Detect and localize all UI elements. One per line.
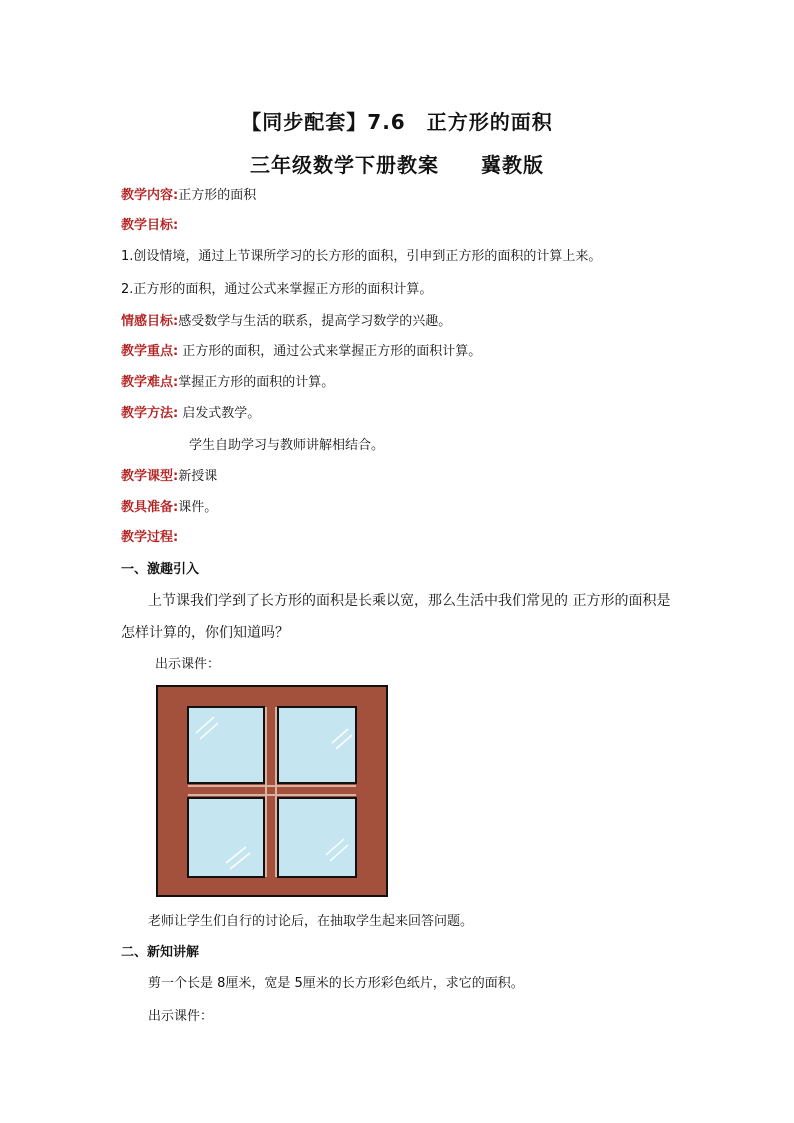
difficult-point-label: 教学难点: [121,375,179,390]
teaching-content-label: 教学内容: [121,188,179,203]
lesson-type-row [121,468,217,486]
teaching-goals-row [121,217,178,235]
document-title: 【同步配套】7.6 正方形的面积 [241,110,553,134]
document-subtitle: 三年级数学下册教案 冀教版 [250,153,544,177]
key-point-row [121,343,481,361]
show-courseware-2: 出示课件： [148,1009,214,1024]
lesson-type-text: 新授课 [178,469,218,484]
key-point-text: 正方形的面积，通过公式来掌握正方形的面积计算。 [182,344,482,359]
teaching-aids-row [121,499,217,517]
method-text-2: 学生自助学习与教师讲解相结合。 [189,438,385,453]
paragraph-1b: 怎样计算的，你们知道吗？ [121,625,289,641]
emotion-goal-label: 情感目标: [121,314,179,329]
teaching-content-row [121,187,256,205]
teaching-aids-label: 教具准备: [121,500,179,515]
method-row [121,405,260,423]
lesson-type-label: 教学课型: [121,469,179,484]
show-courseware-1: 出示课件： [155,657,221,672]
section-2-heading: 二、新知讲解 [121,945,200,960]
teaching-content-text: 正方形的面积 [178,188,257,203]
teaching-process-label: 教学过程: [121,530,179,545]
method-label: 教学方法: [121,406,179,421]
teaching-process-row [121,529,178,547]
goal-1: 1.创设情境，通过上节课所学习的长方形的面积，引申到正方形的面积的计算上来。 [121,249,602,264]
paragraph-2: 老师让学生们自行的讨论后，在抽取学生起来回答问题。 [148,914,474,929]
difficult-point-row [121,374,334,392]
section-1-heading: 一、激趣引入 [121,562,200,577]
key-point-label: 教学重点: [121,344,179,359]
difficult-point-text: 掌握正方形的面积的计算。 [178,375,335,390]
paragraph-3: 剪一个长是 8厘米，宽是 5厘米的长方形彩色纸片，求它的面积。 [148,976,524,991]
teaching-aids-text: 课件。 [178,500,218,515]
window-illustration [156,685,388,897]
emotion-goal-text: 感受数学与生活的联系，提高学习数学的兴趣。 [178,314,452,329]
goal-2: 2.正方形的面积，通过公式来掌握正方形的面积计算。 [121,282,433,297]
teaching-goals-label: 教学目标: [121,218,179,233]
method-text: 启发式教学。 [182,406,261,421]
emotion-goal-row [121,313,451,331]
paragraph-1a: 上节课我们学到了长方形的面积是长乘以宽，那么生活中我们常见的 正方形的面积是 [148,593,671,609]
